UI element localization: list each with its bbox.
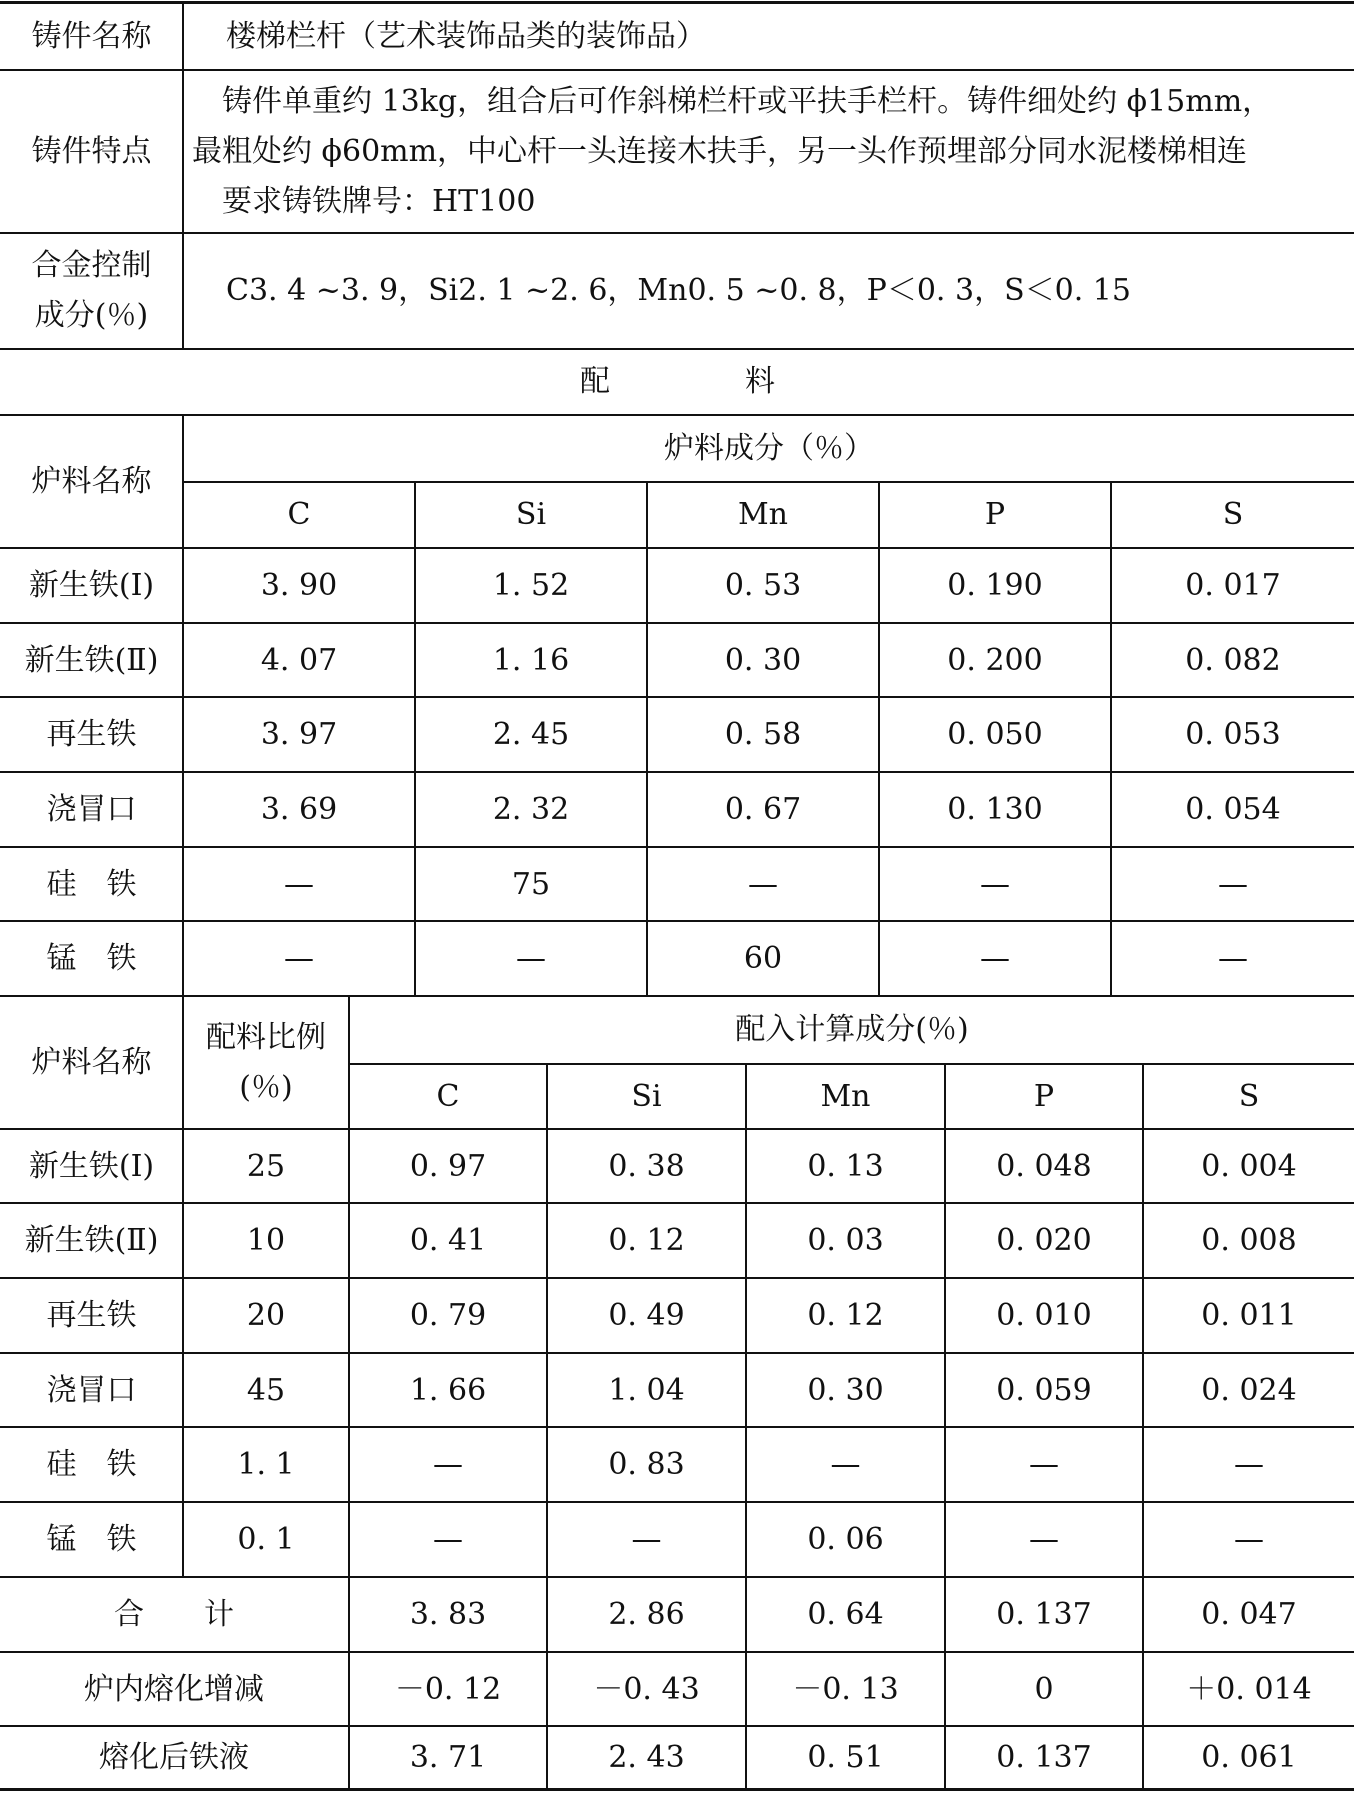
charge-cell: —: [980, 866, 1010, 902]
charge-cell: —: [284, 866, 314, 902]
calc-cell: 0. 010: [996, 1297, 1092, 1333]
calc-cell: 0. 048: [996, 1148, 1092, 1184]
casting-features-label: 铸件特点: [31, 133, 152, 169]
calc-row-name: 再生铁: [46, 1297, 137, 1333]
charge-cell: —: [1218, 940, 1248, 976]
calc-cell: 0. 38: [608, 1148, 685, 1184]
summary-row-name: 合 计: [114, 1596, 234, 1632]
calc-cell: 0. 83: [608, 1446, 685, 1482]
casting-features-line-1: 铸件单重约 13kg，组合后可作斜梯栏杆或平扶手栏杆。铸件细处约 ϕ15mm，: [222, 84, 1273, 119]
calc-row-name: 浇冒口: [46, 1372, 137, 1408]
calc-cell: 0. 12: [807, 1297, 884, 1333]
charge-cell: 0. 017: [1185, 567, 1281, 603]
charge-row-name: 新生铁(Ⅱ): [24, 642, 159, 678]
calc-row-name: 新生铁(Ⅱ): [24, 1222, 159, 1258]
calc-row-ratio: 1. 1: [237, 1446, 295, 1482]
calc-row-ratio: 0. 1: [237, 1521, 295, 1557]
summary-cell: 0. 137: [996, 1740, 1092, 1775]
calc-cell: 0. 13: [807, 1148, 884, 1184]
calc-cell: 0. 41: [409, 1222, 487, 1258]
calc-cell: —: [1234, 1446, 1264, 1482]
casting-name-label: 铸件名称: [31, 18, 152, 54]
charge-cell: —: [748, 866, 778, 902]
calc-cell: 0. 30: [807, 1372, 884, 1408]
charge-row-name: 锰 铁: [46, 940, 137, 976]
charge-cell: 2. 32: [492, 791, 570, 827]
charge-cell: 3. 97: [260, 716, 338, 752]
calc-row-name: 硅 铁: [46, 1446, 137, 1482]
calc-cell: —: [433, 1521, 463, 1557]
summary-cell: －0. 43: [593, 1671, 700, 1707]
calc-cell: 0. 024: [1201, 1372, 1297, 1408]
alloy-label-line-2: 成分(％): [34, 298, 149, 333]
summary-cell: 3. 83: [409, 1596, 487, 1632]
calc-cell: 0. 011: [1201, 1297, 1297, 1333]
calc-cell: —: [830, 1446, 861, 1482]
charge-cell: 0. 050: [947, 716, 1043, 752]
charge-cell: 1. 16: [492, 642, 570, 678]
calc-col-header: Si: [631, 1078, 662, 1114]
charge-name-header: 炉料名称: [31, 463, 152, 499]
charge-cell: 0. 58: [724, 716, 802, 752]
calc-cell: 0. 49: [608, 1297, 685, 1333]
alloy-composition-value: C3. 4 ~3. 9，Si2. 1 ~2. 6，Mn0. 5 ~0. 8，P＜0. 3，S＜0. 15: [226, 273, 1131, 308]
calc-cell: 0. 020: [996, 1222, 1092, 1258]
summary-cell: 0. 047: [1201, 1596, 1297, 1632]
calc-cell: 0. 06: [807, 1521, 884, 1557]
charge-row-name: 硅 铁: [46, 866, 137, 902]
charge-col-header: P: [984, 497, 1006, 532]
summary-row-name: 炉内熔化增减: [84, 1671, 264, 1707]
charge-cell: 1. 52: [492, 567, 570, 603]
calc-cell: 1. 66: [409, 1372, 487, 1408]
charge-cell: 0. 130: [947, 791, 1043, 827]
charge-cell: 0. 082: [1185, 642, 1281, 678]
calc-col-header: Mn: [820, 1078, 871, 1114]
charge-cell: —: [516, 940, 546, 976]
section-title-left: 配: [580, 364, 610, 399]
alloy-composition-label: [0, 234, 183, 348]
calc-group-header: 配入计算成分(％): [735, 1012, 969, 1047]
charge-col-header: S: [1222, 497, 1244, 532]
summary-cell: 0. 51: [807, 1740, 884, 1775]
charge-cell: 0. 190: [947, 567, 1043, 603]
calc-row-ratio: 10: [246, 1222, 286, 1258]
charge-group-header: 炉料成分（％）: [664, 430, 874, 466]
section-title-right: 料: [745, 364, 775, 399]
calc-cell: —: [433, 1446, 463, 1482]
calc-cell: 0. 059: [996, 1372, 1092, 1408]
charge-col-header: Mn: [737, 497, 789, 532]
summary-cell: 0. 64: [807, 1596, 884, 1632]
summary-cell: 0. 061: [1201, 1740, 1297, 1775]
calc-cell: 0. 008: [1201, 1222, 1297, 1258]
charge-cell: 0. 054: [1185, 791, 1281, 827]
charge-cell: —: [284, 940, 314, 976]
alloy-label-line-1: 合金控制: [31, 248, 152, 283]
charge-col-header: Si: [515, 497, 547, 532]
charge-cell: 0. 200: [947, 642, 1043, 678]
charge-cell: 2. 45: [492, 716, 570, 752]
summary-cell: 2. 43: [608, 1740, 685, 1775]
calc-row-name: 锰 铁: [46, 1521, 137, 1557]
summary-cell: －0. 13: [792, 1671, 899, 1707]
calc-cell: 0. 03: [807, 1222, 884, 1258]
calc-row-ratio: 25: [246, 1148, 286, 1184]
summary-cell: 0. 137: [996, 1596, 1092, 1632]
charge-row-name: 浇冒口: [46, 791, 137, 827]
charge-cell: 0. 53: [724, 567, 802, 603]
calc-row-ratio: 45: [246, 1372, 286, 1408]
calc-row-name: 新生铁(Ⅰ): [28, 1148, 155, 1184]
summary-cell: ＋0. 014: [1186, 1671, 1312, 1707]
charge-cell: 3. 90: [260, 567, 338, 603]
summary-row-name: 熔化后铁液: [99, 1740, 249, 1775]
charge-col-header: C: [287, 497, 311, 532]
calc-cell: —: [1234, 1521, 1264, 1557]
rule: [0, 348, 1354, 350]
calc-cell: 0. 79: [409, 1297, 487, 1333]
calc-cell: —: [1029, 1446, 1059, 1482]
summary-cell: 3. 71: [409, 1740, 487, 1775]
calc-cell: 0. 12: [608, 1222, 685, 1258]
calc-cell: 0. 004: [1201, 1148, 1297, 1184]
casting-features-line-2: 最粗处约 ϕ60mm，中心杆一头连接木扶手，另一头作预埋部分同水泥楼梯相连: [192, 134, 1248, 169]
charge-cell: —: [980, 940, 1010, 976]
charge-cell: 75: [511, 866, 551, 902]
summary-cell: －0. 12: [394, 1671, 502, 1707]
ratio-header-line-1: 配料比例: [206, 1019, 326, 1055]
charge-cell: —: [1218, 866, 1248, 902]
calc-name-header: 炉料名称: [31, 1044, 152, 1080]
summary-cell: 0: [1034, 1671, 1054, 1707]
calc-cell: 0. 97: [409, 1148, 487, 1184]
summary-cell: 2. 86: [608, 1596, 685, 1632]
calc-ratio-header: [184, 997, 348, 1128]
charge-cell: 0. 053: [1185, 716, 1281, 752]
charge-row-name: 再生铁: [46, 716, 137, 752]
calc-col-header: C: [436, 1078, 460, 1114]
charge-row-name: 新生铁(Ⅰ): [28, 567, 155, 603]
charge-cell: 60: [743, 940, 783, 976]
charge-cell: 3. 69: [260, 791, 338, 827]
calc-cell: 1. 04: [608, 1372, 685, 1408]
ratio-header-line-2: (％): [239, 1069, 293, 1105]
casting-features-line-3: 要求铸铁牌号：HT100: [222, 184, 536, 219]
charge-cell: 4. 07: [260, 642, 338, 678]
calc-cell: —: [631, 1521, 662, 1557]
calc-col-header: S: [1238, 1078, 1260, 1114]
calc-row-ratio: 20: [246, 1297, 286, 1333]
calc-col-header: P: [1033, 1078, 1055, 1114]
charge-cell: 0. 67: [724, 791, 802, 827]
charge-cell: 0. 30: [724, 642, 802, 678]
calc-cell: —: [1029, 1521, 1059, 1557]
casting-name-value: 楼梯栏杆（艺术装饰品类的装饰品）: [226, 18, 706, 54]
